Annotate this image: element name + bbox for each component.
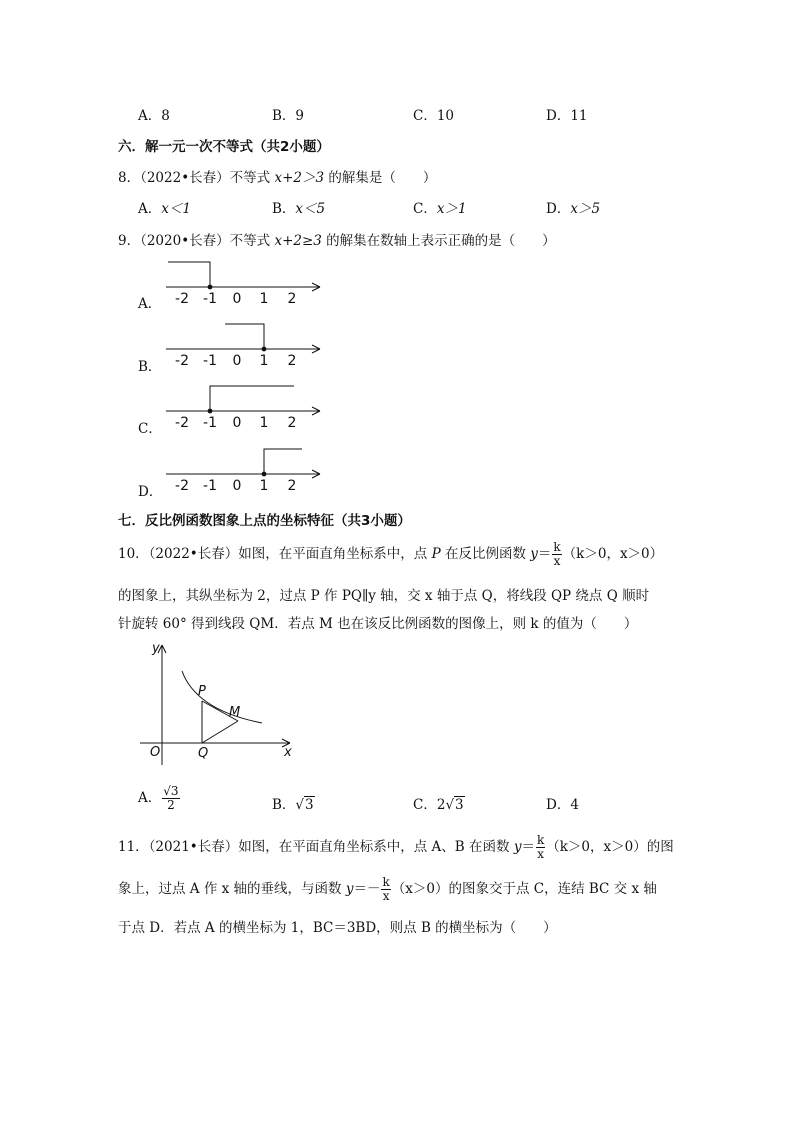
q9-c-tick: -2: [175, 415, 189, 431]
q10-option-c-label: C．: [413, 797, 437, 813]
q10-line-3: 针旋转 60° 得到线段 QM．若点 M 也在该反比例函数的图像上，则 k 的值为（ ）: [118, 616, 638, 632]
q9-c-tick: 1: [259, 415, 269, 431]
q10-x-label: x: [284, 745, 292, 760]
q10-option-c-coef: 2: [436, 797, 446, 813]
q10-o-label: O: [150, 745, 161, 760]
q10-source: （2022•长春）: [148, 546, 239, 562]
q9-b-point: [262, 347, 267, 352]
q10-line-2: 的图象上，其纵坐标为 2，过点 P 作 PQ∥y 轴，交 x 轴于点 Q，将线段 QP 绕点 Q 顺时: [118, 588, 650, 604]
q10-option-a-den: 2: [167, 798, 175, 812]
section-7-title: 七．反比例函数图象上点的坐标特征（共3小题）: [118, 513, 411, 529]
q11-frac2-num: k: [382, 875, 390, 889]
q9-option-a-label[interactable]: A．: [138, 296, 162, 312]
q9-a-point: [208, 285, 213, 290]
q10-option-c-radicand: 3: [455, 797, 464, 813]
q10-option-a-num: √3: [163, 784, 179, 798]
q9-d-tick: 0: [232, 478, 242, 494]
q10-q-label: Q: [198, 746, 209, 761]
q10-eq: ＝: [537, 546, 552, 562]
q10-y: y: [530, 546, 538, 562]
q9-b-solution-ray: [225, 324, 264, 349]
q10-cond: （k＞0，x＞0）: [562, 546, 664, 562]
q9-c-point: [208, 409, 213, 414]
q8-option-d-value: x＞5: [570, 201, 601, 217]
q10-frac-den: x: [553, 554, 561, 568]
q8-option-b-label: B．: [272, 201, 296, 217]
q9-source: （2020•长春）: [140, 233, 230, 249]
q10-line-1: [118, 541, 663, 568]
q7-option-d[interactable]: D．11: [546, 108, 588, 124]
q11-line1-post: （k＞0，x＞0）的图: [546, 839, 674, 855]
q11-fraction-2: [381, 876, 390, 903]
q9-d-tick: -1: [203, 478, 217, 494]
q10-option-a[interactable]: [138, 785, 181, 812]
q9-a-tick: -2: [175, 291, 189, 307]
q8-source: （2022•长春）: [140, 170, 230, 186]
q10-option-b-label: B．: [272, 797, 296, 813]
q8-option-b-value: x＜5: [295, 201, 326, 217]
q9-a-tick: 0: [232, 291, 242, 307]
q11-line2-pre: 象上，过点 A 作 x 轴的垂线，与函数: [118, 881, 346, 897]
q10-p-label: P: [198, 684, 206, 699]
q9-option-d-label[interactable]: D．: [138, 484, 163, 500]
q10-option-c-sqrt: √3: [445, 797, 464, 813]
q9-b-tick: -2: [175, 353, 189, 369]
q8-option-d-label: D．: [546, 201, 571, 217]
q11-frac2-den: x: [382, 889, 390, 903]
q10-option-d-value: 4: [570, 797, 579, 813]
section-6-title: 六．解一元一次不等式（共2小题）: [118, 139, 330, 155]
q9-expr: x+2≥3: [274, 233, 322, 249]
q11-frac1-num: k: [536, 833, 545, 847]
q11-fraction-1: [536, 834, 545, 861]
q11-source: （2021•长春）: [148, 839, 239, 855]
q10-line1-pre: 如图，在平面直角坐标系中，点: [238, 546, 432, 562]
q9-b-tick: 0: [232, 353, 242, 369]
q7-option-c[interactable]: C．10: [413, 108, 455, 124]
q9-a-tick: -1: [203, 291, 217, 307]
q10-option-c[interactable]: [413, 793, 465, 813]
q10-option-b[interactable]: [272, 793, 315, 813]
q9-d-solution-ray: [264, 449, 302, 474]
q8-option-c-value: x＞1: [436, 201, 467, 217]
q11-frac1-den: x: [537, 847, 544, 861]
q10-option-a-label: A．: [138, 790, 162, 806]
q11-y2: y: [345, 881, 354, 897]
q8-stem-post: 的解集是（ ）: [324, 170, 437, 186]
q10-y-label: y: [152, 641, 160, 656]
q10-option-d-label: D．: [546, 797, 571, 813]
q9-c-tick: -1: [203, 415, 217, 431]
q10-hyperbola: [182, 671, 262, 723]
q9-stem-post: 的解集在数轴上表示正确的是（ ）: [321, 233, 556, 249]
q11-number: 11．: [118, 839, 149, 855]
q10-number: 10．: [118, 546, 149, 562]
q10-frac-num: k: [553, 540, 561, 554]
q10-segment-qm: [202, 721, 238, 743]
q8-option-a-label: A．: [138, 201, 162, 217]
q11-y: y: [513, 839, 522, 855]
q9-c-tick: 2: [287, 415, 297, 431]
q9-a-tick: 2: [287, 291, 297, 307]
q9-a-tick: 1: [259, 291, 269, 307]
q10-figure: [140, 645, 290, 765]
q9-b-tick: 2: [287, 353, 297, 369]
q10-fraction: [552, 541, 561, 568]
q9-d-point: [262, 472, 267, 477]
q9-option-c-label[interactable]: C．: [138, 421, 162, 437]
q10-option-b-radicand: 3: [305, 797, 314, 813]
q8-option-c-label: C．: [413, 201, 437, 217]
q9-d-tick: 1: [259, 478, 269, 494]
q11-line1-pre: 如图，在平面直角坐标系中，点 A、B 在函数: [238, 839, 514, 855]
q9-c-tick: 0: [232, 415, 242, 431]
q10-point-p: P: [431, 546, 441, 562]
q8-number: 8．: [118, 170, 141, 186]
q7-option-a[interactable]: A．8: [138, 108, 170, 124]
q9-d-tick: -2: [175, 478, 189, 494]
q10-line1-mid: 在反比例函数: [440, 546, 531, 562]
q9-stem-pre: 不等式: [229, 233, 275, 249]
q8-option-a-value: x＜1: [161, 201, 191, 217]
q10-option-b-sqrt: √3: [295, 797, 314, 813]
q9-c-solution-ray: [210, 386, 294, 411]
q9-a-solution-ray: [168, 262, 210, 287]
q9-b-tick: 1: [259, 353, 269, 369]
q9-number: 9．: [118, 233, 141, 249]
q11-line-2: [118, 876, 657, 903]
q11-line-1: [118, 834, 674, 861]
q10-option-d[interactable]: [546, 793, 579, 813]
q11-neg-eq: ＝－: [353, 881, 381, 897]
q11-line2-post: （x＞0）的图象交于点 C，连结 BC 交 x 轴: [391, 881, 657, 897]
q10-m-label: M: [229, 705, 241, 720]
q11-eq: ＝: [521, 839, 535, 855]
q8-expr: x+2＞3: [274, 170, 325, 186]
q9-option-b-label[interactable]: B．: [138, 359, 162, 375]
q9-d-tick: 2: [287, 478, 297, 494]
q11-line-3: 于点 D．若点 A 的横坐标为 1，BC＝3BD，则点 B 的横坐标为（ ）: [118, 920, 557, 936]
q7-option-b[interactable]: B．9: [272, 108, 305, 124]
q8-stem-pre: 不等式: [229, 170, 275, 186]
q10-option-a-fraction: [162, 785, 179, 812]
q9-b-tick: -1: [203, 353, 217, 369]
